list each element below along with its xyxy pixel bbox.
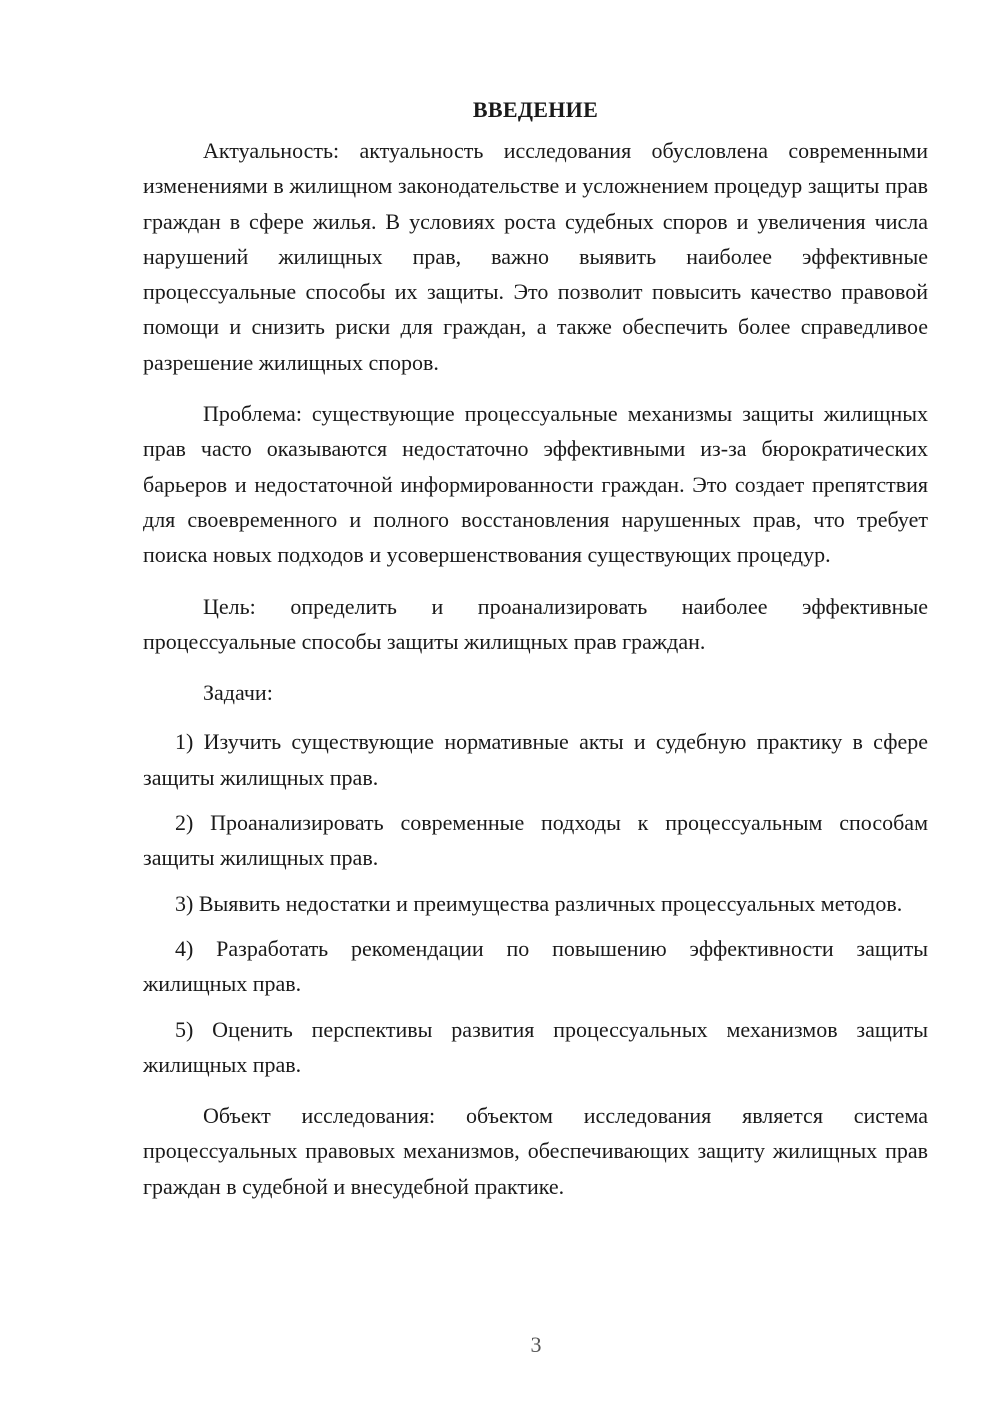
page-number: 3 <box>530 1332 542 1357</box>
tasks-heading: Задачи: <box>203 680 273 706</box>
section-title: ВВЕДЕНИЕ <box>472 97 599 122</box>
document-page <box>143 92 928 1204</box>
task-item-1: 1) Изучить существующие нормативные акты и судебную практику в сфере защиты жилищных прав. <box>143 729 928 790</box>
task-item-4: 4) Разработать рекомендации по повышению эффективности защиты жилищных прав. <box>143 935 928 997</box>
paragraph-problem: Проблема: существующие процессуальные механизмы защиты жилищных прав часто оказываются недостаточно эффективными из-за бюрократических барьеров и недостаточной информированности граждан. Это создает препятствия для своевременного и полного восстановления нарушенных прав, что требует поиска новых подходов и усовершенствования существующих процедур. <box>143 401 928 568</box>
task-item-5: 5) Оценить перспективы развития процессуальных механизмов защиты жилищных прав. <box>143 1016 928 1077</box>
tasks-list <box>143 724 928 1082</box>
task-item-3: 3) Выявить недостатки и преимущества различных процессуальных методов. <box>175 890 903 916</box>
paragraph-relevance: Актуальность: актуальность исследования обусловлена современными изменениями в жилищном законодательстве и усложнением процедур защиты прав граждан в сфере жилья. В условиях роста судебных споров и увеличения числа нарушений жилищных прав, важно выявить наиболее эффективные процессуальные способы их защиты. Это позволит повысить качество правовой помощи и снизить риски для граждан, а также обеспечить более справедливое разрешение жилищных споров. <box>143 138 928 375</box>
task-item-2: 2) Проанализировать современные подходы к процессуальным способам защиты жилищных прав. <box>143 810 928 871</box>
paragraph-goal: Цель: определить и проанализировать наиболее эффективные процессуальные способы защиты жилищных прав граждан. <box>143 593 928 654</box>
paragraph-object: Объект исследования: объектом исследования является система процессуальных правовых механизмов, обеспечивающих защиту жилищных прав граждан в судебной и внесудебной практике. <box>143 1103 928 1199</box>
